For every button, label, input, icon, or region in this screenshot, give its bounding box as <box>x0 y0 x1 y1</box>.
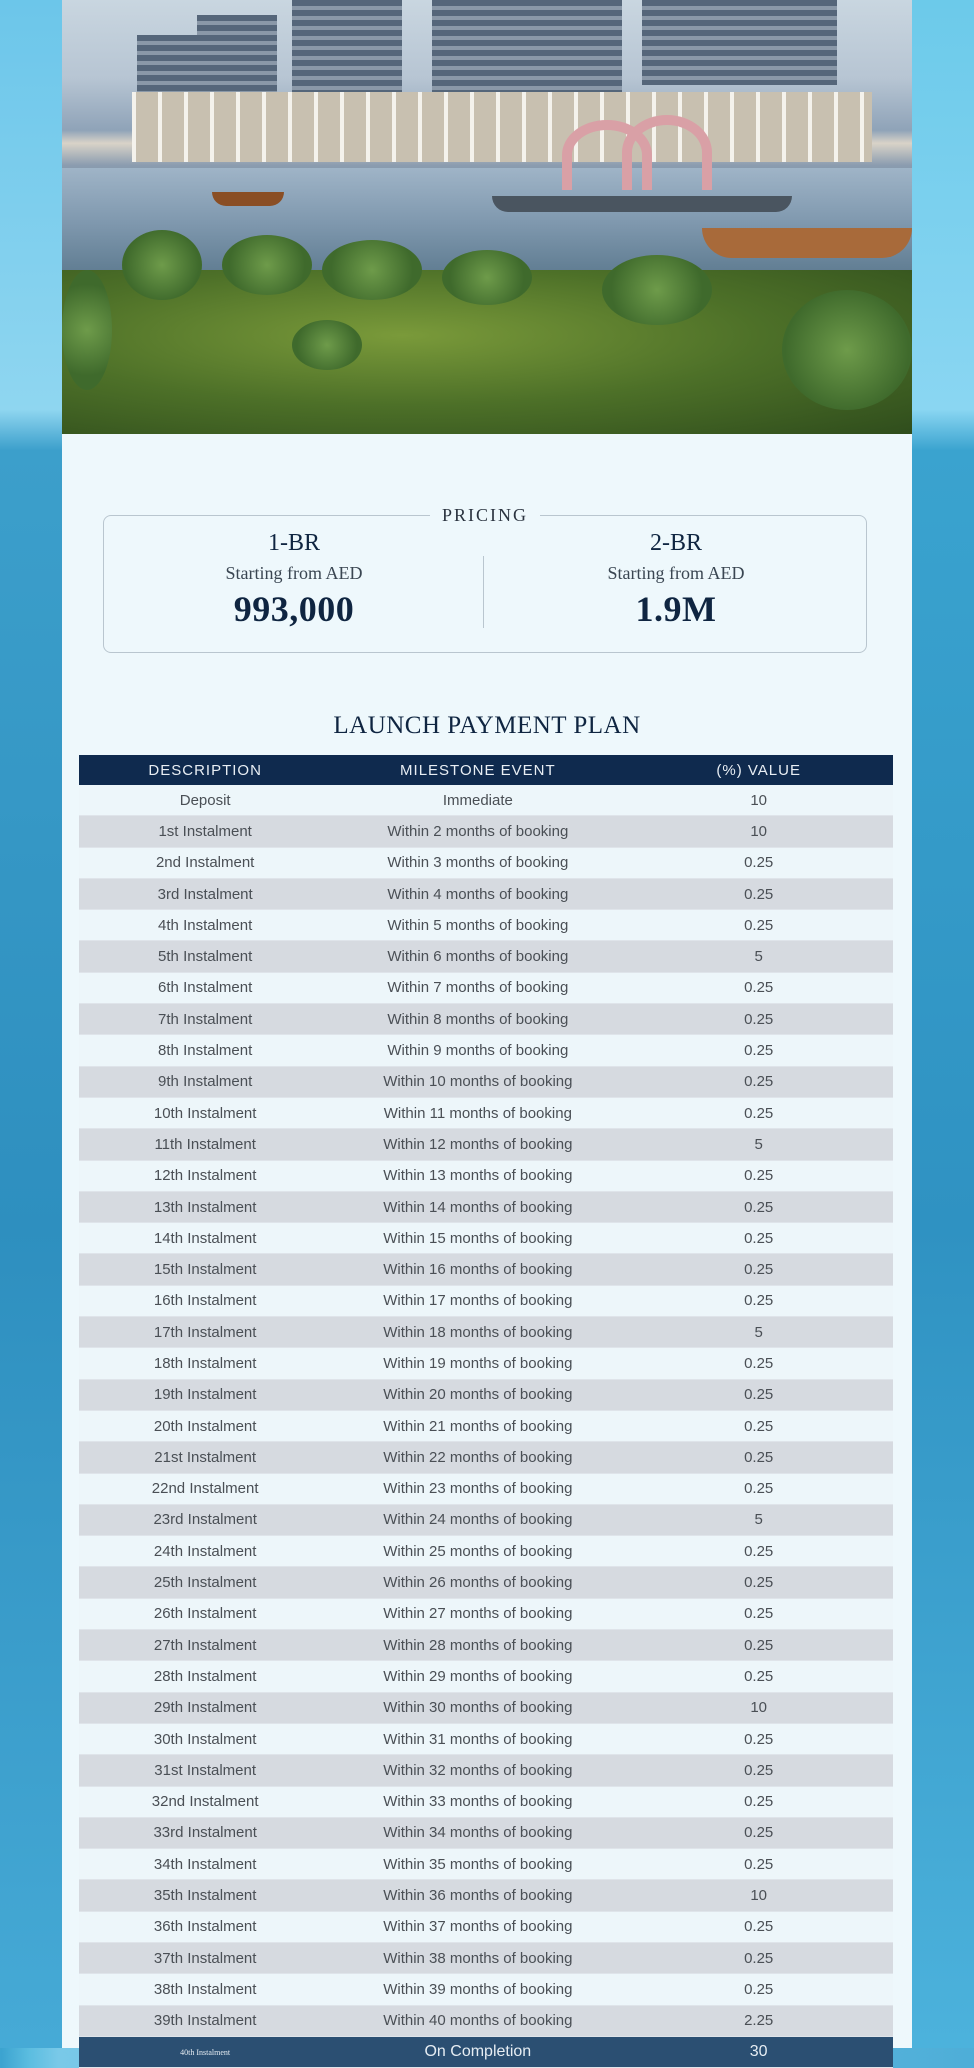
row-milestone: Within 16 months of booking <box>331 1254 624 1285</box>
table-header-row <box>79 755 893 785</box>
hero-image-waterfront-development <box>62 0 912 434</box>
row-value: 0.25 <box>624 1567 893 1598</box>
table-row <box>79 1942 893 1973</box>
boat <box>702 228 912 258</box>
row-value: 10 <box>624 1692 893 1723</box>
table-row <box>79 1536 893 1567</box>
table-row <box>79 785 893 816</box>
background-left <box>0 0 62 2048</box>
row-value: 0.25 <box>624 1097 893 1128</box>
table-row <box>79 1567 893 1598</box>
row-value: 0.25 <box>624 1035 893 1066</box>
row-value: 0.25 <box>624 1473 893 1504</box>
pricing-divider <box>483 556 484 628</box>
table-row <box>79 1254 893 1285</box>
table-row <box>79 1442 893 1473</box>
table-row <box>79 816 893 847</box>
table-row <box>79 1035 893 1066</box>
row-value: 10 <box>624 1880 893 1911</box>
row-milestone: Within 9 months of booking <box>331 1035 624 1066</box>
row-milestone: Within 2 months of booking <box>331 816 624 847</box>
price-subtitle: Starting from AED <box>225 563 363 583</box>
payment-plan-title: LAUNCH PAYMENT PLAN <box>333 712 641 739</box>
row-description: 27th Instalment <box>79 1630 331 1661</box>
row-milestone: Within 31 months of booking <box>331 1723 624 1754</box>
table-row <box>79 1786 893 1817</box>
row-description: 25th Instalment <box>79 1567 331 1598</box>
row-description: 15th Instalment <box>79 1254 331 1285</box>
table-row <box>79 1285 893 1316</box>
row-value: 0.25 <box>624 1191 893 1222</box>
table-row <box>79 1410 893 1441</box>
row-description: 12th Instalment <box>79 1160 331 1191</box>
row-milestone: Within 27 months of booking <box>331 1598 624 1629</box>
row-description: 2nd Instalment <box>79 847 331 878</box>
balloon-arch <box>622 115 712 190</box>
row-milestone: Within 13 months of booking <box>331 1160 624 1191</box>
row-milestone: Within 39 months of booking <box>331 1974 624 2005</box>
floating-platform <box>492 196 792 212</box>
row-value: 0.25 <box>624 1254 893 1285</box>
row-value: 0.25 <box>624 910 893 941</box>
pricing-box <box>103 505 867 653</box>
row-description: 39th Instalment <box>79 2005 331 2036</box>
row-description: 16th Instalment <box>79 1285 331 1316</box>
table-row <box>79 1911 893 1942</box>
row-value: 5 <box>624 1504 893 1535</box>
table-row <box>79 1974 893 2005</box>
row-description: 29th Instalment <box>79 1692 331 1723</box>
row-milestone: On Completion <box>331 2036 624 2067</box>
row-value: 0.25 <box>624 1223 893 1254</box>
table-row <box>79 1160 893 1191</box>
pricing-option-2br <box>486 530 866 630</box>
row-milestone: Within 38 months of booking <box>331 1942 624 1973</box>
row-value: 0.25 <box>624 1661 893 1692</box>
price-value: 1.9M <box>635 589 717 629</box>
row-description: Deposit <box>79 785 331 816</box>
row-value: 10 <box>624 816 893 847</box>
row-description: 18th Instalment <box>79 1348 331 1379</box>
row-description: 28th Instalment <box>79 1661 331 1692</box>
pricing-title: PRICING <box>430 505 540 526</box>
row-value: 5 <box>624 941 893 972</box>
row-value: 0.25 <box>624 1723 893 1754</box>
bush <box>322 240 422 300</box>
table-row <box>79 1880 893 1911</box>
row-description: 7th Instalment <box>79 1004 331 1035</box>
row-description: 24th Instalment <box>79 1536 331 1567</box>
table-row <box>79 1129 893 1160</box>
row-milestone: Within 15 months of booking <box>331 1223 624 1254</box>
row-milestone: Within 14 months of booking <box>331 1191 624 1222</box>
bush <box>602 255 712 325</box>
row-description: 31st Instalment <box>79 1755 331 1786</box>
row-description: 10th Instalment <box>79 1097 331 1128</box>
unit-type: 2-BR <box>649 530 702 556</box>
row-value: 0.25 <box>624 1911 893 1942</box>
row-value: 0.25 <box>624 1817 893 1848</box>
table-row <box>79 1692 893 1723</box>
row-description: 30th Instalment <box>79 1723 331 1754</box>
row-milestone: Within 24 months of booking <box>331 1504 624 1535</box>
table-row <box>79 1004 893 1035</box>
row-description: 14th Instalment <box>79 1223 331 1254</box>
column-header-description: DESCRIPTION <box>79 755 331 785</box>
table-row <box>79 1348 893 1379</box>
boat <box>212 192 284 206</box>
row-value: 0.25 <box>624 878 893 909</box>
row-value: 0.25 <box>624 1755 893 1786</box>
row-milestone: Within 12 months of booking <box>331 1129 624 1160</box>
table-row-final <box>79 2036 893 2067</box>
row-milestone: Within 6 months of booking <box>331 941 624 972</box>
row-milestone: Within 28 months of booking <box>331 1630 624 1661</box>
row-description: 17th Instalment <box>79 1317 331 1348</box>
table-row <box>79 1097 893 1128</box>
building-podium <box>132 92 872 162</box>
price-value: 993,000 <box>233 589 355 629</box>
row-value: 5 <box>624 1129 893 1160</box>
row-milestone: Within 33 months of booking <box>331 1786 624 1817</box>
row-value: 0.25 <box>624 1379 893 1410</box>
table-row <box>79 941 893 972</box>
table-row <box>79 847 893 878</box>
row-description: 33rd Instalment <box>79 1817 331 1848</box>
row-milestone: Within 21 months of booking <box>331 1410 624 1441</box>
row-description: 21st Instalment <box>79 1442 331 1473</box>
row-description: 20th Instalment <box>79 1410 331 1441</box>
row-milestone: Within 40 months of booking <box>331 2005 624 2036</box>
row-description: 34th Instalment <box>79 1849 331 1880</box>
row-description: 19th Instalment <box>79 1379 331 1410</box>
table-row <box>79 878 893 909</box>
building-tower <box>642 0 837 85</box>
row-value: 5 <box>624 1317 893 1348</box>
table-row <box>79 1849 893 1880</box>
row-description: 35th Instalment <box>79 1880 331 1911</box>
row-description: 4th Instalment <box>79 910 331 941</box>
table-row <box>79 1504 893 1535</box>
row-description: 32nd Instalment <box>79 1786 331 1817</box>
row-value: 30 <box>624 2036 893 2067</box>
row-value: 0.25 <box>624 1849 893 1880</box>
row-value: 0.25 <box>624 1285 893 1316</box>
row-milestone: Within 3 months of booking <box>331 847 624 878</box>
row-description: 6th Instalment <box>79 972 331 1003</box>
row-milestone: Within 20 months of booking <box>331 1379 624 1410</box>
row-value: 0.25 <box>624 847 893 878</box>
table-row <box>79 1630 893 1661</box>
row-description: 26th Instalment <box>79 1598 331 1629</box>
row-value: 0.25 <box>624 1974 893 2005</box>
table-row <box>79 1661 893 1692</box>
table-row <box>79 1379 893 1410</box>
price-subtitle: Starting from AED <box>607 563 745 583</box>
row-milestone: Within 7 months of booking <box>331 972 624 1003</box>
row-milestone: Within 36 months of booking <box>331 1880 624 1911</box>
table-row <box>79 1317 893 1348</box>
row-value: 10 <box>624 785 893 816</box>
row-milestone: Within 8 months of booking <box>331 1004 624 1035</box>
column-header-milestone: MILESTONE EVENT <box>331 755 624 785</box>
row-milestone: Within 19 months of booking <box>331 1348 624 1379</box>
row-description: 3rd Instalment <box>79 878 331 909</box>
row-value: 2.25 <box>624 2005 893 2036</box>
row-value: 0.25 <box>624 1630 893 1661</box>
table-row <box>79 1223 893 1254</box>
table-row <box>79 1066 893 1097</box>
row-value: 0.25 <box>624 1348 893 1379</box>
row-description: 38th Instalment <box>79 1974 331 2005</box>
row-value: 0.25 <box>624 1160 893 1191</box>
row-milestone: Immediate <box>331 785 624 816</box>
row-milestone: Within 26 months of booking <box>331 1567 624 1598</box>
bush <box>782 290 912 410</box>
row-value: 0.25 <box>624 1410 893 1441</box>
row-description: 1st Instalment <box>79 816 331 847</box>
table-row <box>79 1191 893 1222</box>
table-row <box>79 910 893 941</box>
row-milestone: Within 4 months of booking <box>331 878 624 909</box>
row-milestone: Within 17 months of booking <box>331 1285 624 1316</box>
table-row <box>79 1755 893 1786</box>
row-value: 0.25 <box>624 1942 893 1973</box>
row-description: 11th Instalment <box>79 1129 331 1160</box>
table-row <box>79 1598 893 1629</box>
row-value: 0.25 <box>624 1536 893 1567</box>
bush <box>122 230 202 300</box>
row-description: 40th Instalment <box>79 2036 331 2067</box>
brochure-card <box>62 0 912 2061</box>
row-description: 37th Instalment <box>79 1942 331 1973</box>
row-description: 5th Instalment <box>79 941 331 972</box>
row-milestone: Within 32 months of booking <box>331 1755 624 1786</box>
unit-type: 1-BR <box>267 530 320 556</box>
bush <box>222 235 312 295</box>
background-right <box>912 0 974 2048</box>
bush <box>442 250 532 305</box>
row-milestone: Within 5 months of booking <box>331 910 624 941</box>
row-description: 23rd Instalment <box>79 1504 331 1535</box>
table-row <box>79 1723 893 1754</box>
row-value: 0.25 <box>624 1786 893 1817</box>
row-milestone: Within 22 months of booking <box>331 1442 624 1473</box>
row-value: 0.25 <box>624 1066 893 1097</box>
row-milestone: Within 35 months of booking <box>331 1849 624 1880</box>
column-header-value: (%) VALUE <box>624 755 893 785</box>
row-milestone: Within 25 months of booking <box>331 1536 624 1567</box>
table-row <box>79 1817 893 1848</box>
row-milestone: Within 30 months of booking <box>331 1692 624 1723</box>
row-value: 0.25 <box>624 1004 893 1035</box>
row-value: 0.25 <box>624 1598 893 1629</box>
row-value: 0.25 <box>624 972 893 1003</box>
row-description: 13th Instalment <box>79 1191 331 1222</box>
row-milestone: Within 37 months of booking <box>331 1911 624 1942</box>
bush <box>62 270 112 390</box>
table-row <box>79 2005 893 2036</box>
payment-plan-table <box>79 755 893 2068</box>
row-milestone: Within 10 months of booking <box>331 1066 624 1097</box>
row-milestone: Within 34 months of booking <box>331 1817 624 1848</box>
pricing-option-1br <box>104 530 484 630</box>
row-milestone: Within 29 months of booking <box>331 1661 624 1692</box>
row-description: 9th Instalment <box>79 1066 331 1097</box>
row-value: 0.25 <box>624 1442 893 1473</box>
row-description: 22nd Instalment <box>79 1473 331 1504</box>
row-milestone: Within 23 months of booking <box>331 1473 624 1504</box>
row-milestone: Within 18 months of booking <box>331 1317 624 1348</box>
row-milestone: Within 11 months of booking <box>331 1097 624 1128</box>
table-row <box>79 1473 893 1504</box>
row-description: 8th Instalment <box>79 1035 331 1066</box>
bush <box>292 320 362 370</box>
table-row <box>79 972 893 1003</box>
row-description: 36th Instalment <box>79 1911 331 1942</box>
